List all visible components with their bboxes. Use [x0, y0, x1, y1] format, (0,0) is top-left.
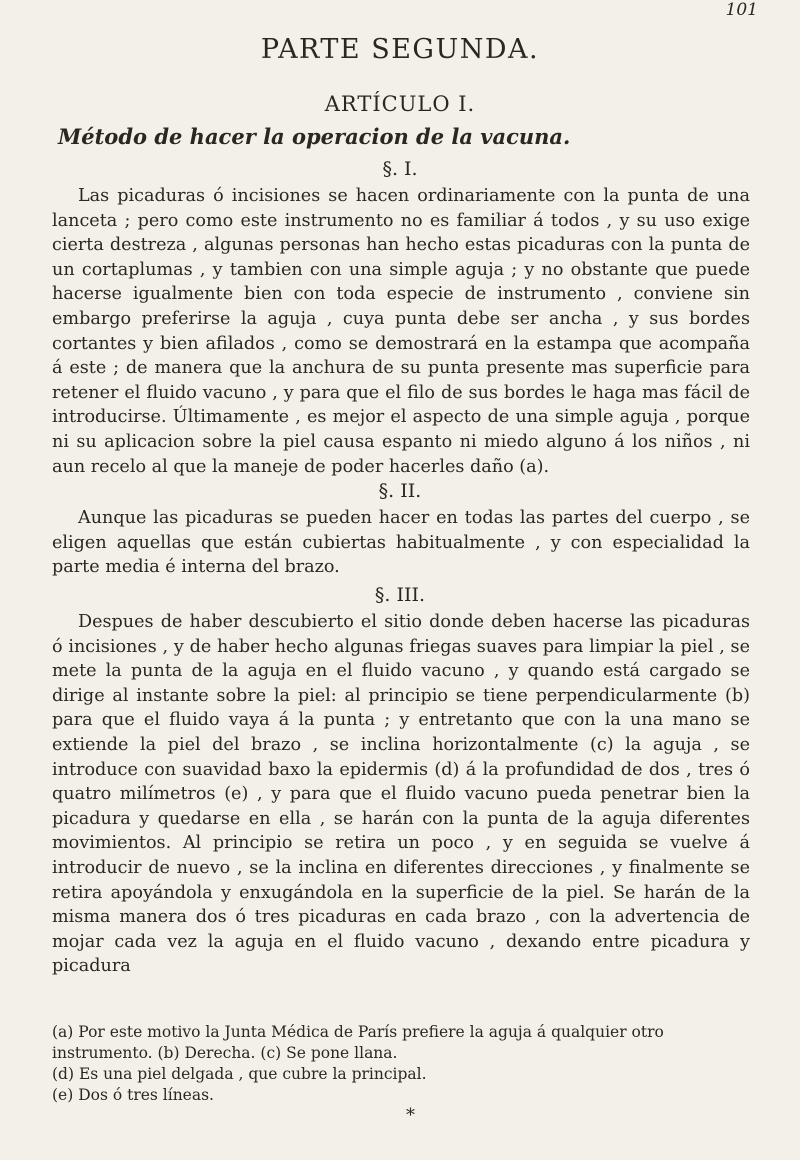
- article-subtitle: Método de hacer la operacion de la vacuna.: [58, 124, 571, 149]
- part-title: PARTE SEGUNDA.: [260, 34, 540, 65]
- section-3-paragraph: Despues de haber descubierto el sitio donde deben hacerse las picaduras ó incisiones , y de haber hecho algunas friegas suaves para limpiar la piel , se mete la punta de la aguja en el fluido vacuno , y quando está cargado se dirige al instante sobre la piel: al principio se tiene perpendicularmente (b) para que el fluido vaya á la punta ; y entretanto que con la una mano se extiende la piel del brazo , se inclina horizontalmente (c) la aguja , se introduce con suavidad baxo la epidermis (d) á la profundidad de dos , tres ó quatro milímetros (e) , y para que el fluido vacuno pueda penetrar bien la picadura y quedarse en ella , se harán con la punta de la aguja diferentes movimientos. Al principio se retira un poco , y en seguida se vuelve á introducir de nuevo , se la inclina en diferentes direcciones , y finalmente se retira apoyándola y enxugándola en la superficie de la piel. Se harán de la misma manera dos ó tres picaduras en cada brazo , con la advertencia de mojar cada vez la aguja en el fluido vacuno , dexando entre picadura y picadura: [52, 612, 750, 977]
- section-marker-1: §. I.: [382, 158, 418, 180]
- section-2-paragraph: Aunque las picaduras se pueden hacer en todas las partes del cuerpo , se eligen aquellas que están cubiertas habitualmente , y con especialidad la parte media é interna del brazo.: [52, 508, 750, 578]
- page-number: 101: [725, 0, 758, 20]
- section-1-paragraph: Las picaduras ó incisiones se hacen ordinariamente con la punta de una lanceta ; pero como este instrumento no es familiar á todos , y su uso exige cierta destreza , algunas personas han hecho estas picaduras con la punta de un cortaplumas , y tambien con una simple aguja ; y no obstante que puede hacerse igualmente bien con toda especie de instrumento , conviene sin embargo preferirse la aguja , cuya punta debe ser ancha , y sus bordes cortantes y bien afilados , como se demostrará en la estampa que acompaña á este ; de manera que la anchura de su punta presente mas superficie para retener el fluido vacuno , y para que el filo de sus bordes le haga mas fácil de introducirse. Últimamente , es mejor el aspecto de una simple aguja , porque ni su aplicacion sobre la piel causa espanto ni miedo alguno á los niños , ni aun recelo al que la maneje de poder hacerles daño (a).: [52, 186, 750, 477]
- section-marker-3: §. III.: [374, 584, 426, 606]
- footnote-d: (d) Es una piel delgada , que cubre la principal.: [52, 1065, 427, 1083]
- footnotes: [52, 1022, 750, 1106]
- footnote-e: (e) Dos ó tres líneas.: [52, 1086, 214, 1104]
- article-title: ARTÍCULO I.: [324, 92, 476, 116]
- section-marker-2: §. II.: [378, 480, 422, 502]
- signature-mark: *: [406, 1105, 415, 1126]
- footnote-a: (a) Por este motivo la Junta Médica de París prefiere la aguja á qualquier otro instrumento. (b) Derecha. (c) Se pone llana.: [52, 1023, 664, 1062]
